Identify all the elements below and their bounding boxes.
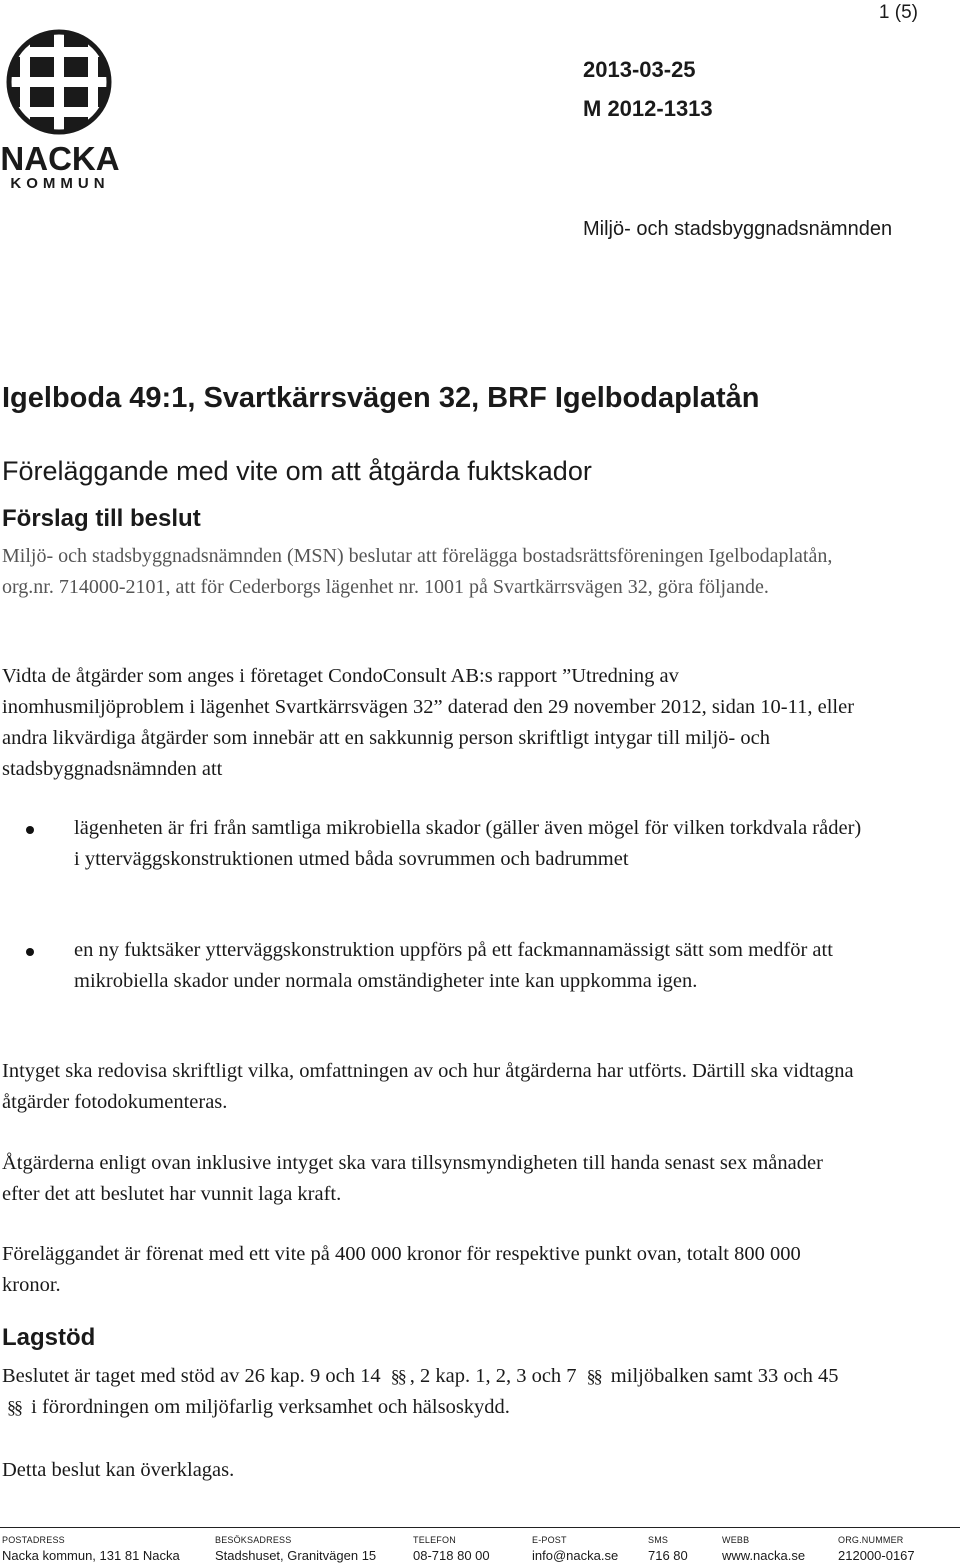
document-date: 2013-03-25 xyxy=(583,57,696,82)
footer-value-sms: 716 80 xyxy=(648,1548,688,1563)
proposal-paragraph: Miljö- och stadsbyggnadsnämnden (MSN) beslutar att förelägga bostadsrättsföreningen Igelbodaplatån, org.nr. 714000-2101, att för Cederborgs lägenhet nr. 1001 på Svartkärrsvägen 32, göra följande. xyxy=(2,545,833,598)
footer-value-phone: 08-718 80 00 xyxy=(413,1548,490,1563)
legal-paragraph: Beslutet är taget med stöd av 26 kap. 9 och 14 §§ , 2 kap. 1, 2, 3 och 7 §§ miljöbalken samt 33 och 45 §§ i förordningen om miljöfarlig verksamhet och hälsoskydd. xyxy=(2,1361,862,1423)
footer-label-sms: SMS xyxy=(648,1535,669,1545)
legal-heading: Lagstöd xyxy=(2,1324,96,1351)
footer-divider xyxy=(0,1527,960,1528)
svg-text:NACKA: NACKA xyxy=(0,140,120,177)
section-sign: §§ xyxy=(390,1366,405,1386)
recipient: Miljö- och stadsbyggnadsnämnden xyxy=(583,218,893,240)
footer-value-postal: Nacka kommun, 131 81 Nacka xyxy=(2,1548,180,1563)
footer-label-email: E-POST xyxy=(532,1535,567,1545)
body-paragraph-2: Intyget ska redovisa skriftligt vilka, omfattningen av och hur åtgärderna har utförts. Därtill ska vidtagna åtgärder fotodokumenteras. xyxy=(2,1060,854,1113)
body-paragraph-1: Vidta de åtgärder som anges i företaget CondoConsult AB:s rapport ”Utredning av inomhusmiljöproblem i lägenhet Svartkärrsvägen 32” daterad den 29 november 2012, sidan 10-11, eller andra likvärdiga åtgärder som innebär att en sakkunnig person skriftligt intygar till miljö- och stadsbyggnadsnämnden att xyxy=(2,665,855,780)
proposal-heading: Förslag till beslut xyxy=(2,505,201,532)
bullet-icon xyxy=(26,826,34,834)
bullet-item-2: en ny fuktsäker ytterväggskonstruktion uppförs på ett fackmannamässigt sätt som medför att mikrobiella skador under normala omständigheter inte kan uppkomma igen. xyxy=(74,939,833,992)
nacka-kommun-logo xyxy=(0,20,122,192)
svg-text:KOMMUN: KOMMUN xyxy=(10,175,110,192)
case-number: M 2012-1313 xyxy=(583,96,713,121)
footer-label-web: WEBB xyxy=(722,1535,750,1545)
section-sign: §§ xyxy=(586,1366,601,1386)
footer-label-visit: BESÖKSADRESS xyxy=(215,1535,292,1545)
footer-value-web: www.nacka.se xyxy=(722,1548,806,1563)
body-paragraph-3: Åtgärderna enligt ovan inklusive intyget ska vara tillsynsmyndigheten till handa senast sex månader efter det att beslutet har vunnit laga kraft. xyxy=(2,1152,823,1205)
footer-value-org: 212000-0167 xyxy=(838,1548,915,1563)
footer-value-visit: Stadshuset, Granitvägen 15 xyxy=(215,1548,377,1563)
footer-label-phone: TELEFON xyxy=(413,1535,456,1545)
bullet-item-1: lägenheten är fri från samtliga mikrobiella skador (gäller även mögel för vilken torkdvala råder) i ytterväggskonstruktionen utmed båda sovrummen och badrummet xyxy=(74,817,862,870)
page-number: 1 (5) xyxy=(878,2,918,23)
footer-label-postal: POSTADRESS xyxy=(2,1535,65,1545)
section-sign: §§ xyxy=(7,1397,21,1417)
body-paragraph-4: Föreläggandet är förenat med ett vite på 400 000 kronor för respektive punkt ovan, totalt 800 000 kronor. xyxy=(2,1243,801,1296)
page-title: Igelboda 49:1, Svartkärrsvägen 32, BRF Igelbodaplatån xyxy=(2,382,760,414)
page-subtitle: Föreläggande med vite om att åtgärda fuktskador xyxy=(2,456,592,486)
bullet-icon xyxy=(26,948,34,956)
footer-label-org: ORG.NUMMER xyxy=(838,1535,904,1545)
footer-value-email: info@nacka.se xyxy=(532,1548,619,1563)
appeal-notice: Detta beslut kan överklagas. xyxy=(2,1459,235,1481)
